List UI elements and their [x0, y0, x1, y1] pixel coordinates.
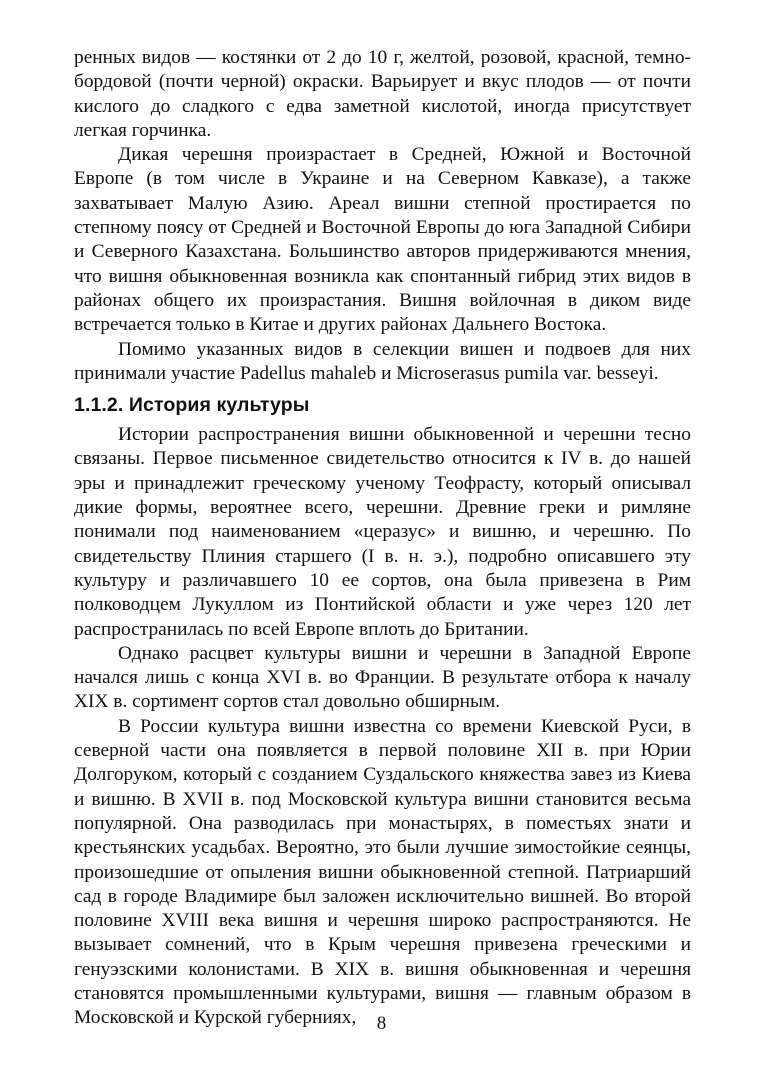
section-heading: 1.1.2. История культуры: [74, 394, 310, 417]
paragraph-wild-cherry-range: Дикая черешня произрастает в Средней, Южной и Восточной Европе (в том числе в Украине и на Северном Кавказе), а также захватывает Малую Азию. Ареал вишни степной простирается по степному поясу от Средней и Восточной Европы до юга Западной Сибири и Северного Казахстана. Большинство авторов придерживаются мнения, что вишня обыкновенная возникла как спонтанный гибрид этих видов в районах общего их произрастания. Вишня войлочная в диком виде встречается только в Китае и других районах Дальнего Востока.: [74, 144, 691, 336]
page-number: 8: [376, 1013, 387, 1034]
document-page: [74, 46, 691, 1031]
paragraph-western-europe: Однако расцвет культуры вишни и черешни в Западной Европе начался лишь с конца XVI в. во Франции. В результате отбора к началу XIX в. сортимент сортов стал довольно обширным.: [74, 642, 691, 713]
paragraph-rootstock-species: Помимо указанных видов в селекции вишен и подвоев для них принимали участие Padellus mahaleb и Microserasus pumila var. besseyi.: [74, 338, 691, 384]
paragraph-history-origins: Истории распространения вишни обыкновенной и черешни тесно связаны. Первое письменное свидетельство относится к IV в. до нашей эры и принадлежит греческому ученому Теофрасту, который описывал дикие формы, вероятнее всего, черешни. Древние греки и римляне понимали под наименованием «церазус» и вишню, и черешню. По свидетельству Плиния старшего (I в. н. э.), подробно описавшего эту культуру и различавшего 10 ее сортов, она была привезена в Рим полководцем Лукуллом из Понтийской области и уже через 120 лет распространилась по всей Европе вплоть до Британии.: [74, 424, 691, 640]
paragraph-continuation: ренных видов — костянки от 2 до 10 г, желтой, розовой, красной, темно-бордовой (почти черной) окраски. Варьирует и вкус плодов — от почти кислого до сладкого с едва заметной кислотой, иногда присутствует легкая горчинка.: [74, 47, 691, 141]
paragraph-russia-history: В России культура вишни известна со времени Киевской Руси, в северной части она появляется в первой половине XII в. при Юрии Долгоруком, который с созданием Суздальского княжества завез из Киева и вишню. В XVII в. под Московской культура вишни становится весьма популярной. Она разводилась при монастырях, в поместьях знати и крестьянских усадьбах. Вероятно, это были лучшие зимостойкие сеянцы, произошедшие от опыления вишни обыкновенной степной. Патриарший сад в городе Владимире был заложен исключительно вишней. Во второй половине XVIII века вишня и черешня широко распространяются. Не вызывает сомнений, что в Крым черешня привезена греческими и генуэзскими колонистами. В XIX в. вишня обыкновенная и черешня становятся промышленными культурами, вишня — главным образом в Московской и Курской губерниях,: [74, 715, 691, 1029]
